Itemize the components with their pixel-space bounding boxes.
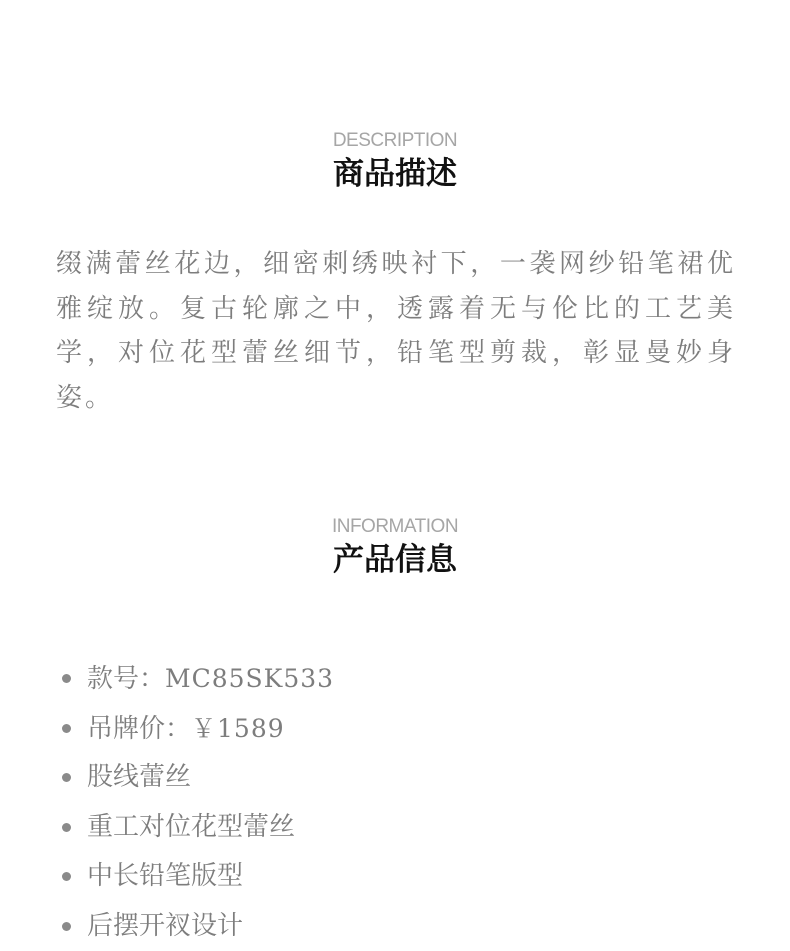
bullet-icon (62, 724, 71, 733)
bullet-icon (62, 773, 71, 782)
info-label: 吊牌价： (87, 714, 191, 744)
info-item-lace (60, 803, 334, 853)
bullet-icon (62, 872, 71, 881)
description-title: 商品描述 (0, 154, 790, 194)
info-value: MC85SK533 (165, 664, 334, 693)
bullet-icon (62, 823, 71, 832)
bullet-icon (62, 922, 71, 931)
info-label: 股线蕾丝 (87, 762, 191, 792)
info-item-style-number (60, 654, 334, 704)
info-label: 后摆开衩设计 (87, 911, 243, 941)
product-info-list (60, 654, 334, 951)
info-item-material (60, 753, 334, 803)
description-header (0, 130, 790, 194)
information-eyebrow: INFORMATION (0, 516, 790, 538)
info-item-slit (60, 902, 334, 951)
info-value: ￥1589 (191, 714, 285, 743)
info-item-silhouette (60, 852, 334, 902)
information-title: 产品信息 (0, 540, 790, 580)
info-label: 重工对位花型蕾丝 (87, 812, 295, 842)
info-label: 款号： (87, 664, 165, 694)
info-label: 中长铅笔版型 (87, 861, 243, 891)
bullet-icon (62, 674, 71, 683)
information-header (0, 516, 790, 580)
info-item-tag-price (60, 704, 334, 754)
description-eyebrow: DESCRIPTION (0, 130, 790, 152)
description-paragraph: 缀满蕾丝花边，细密刺绣映衬下，一袭网纱铅笔裙优雅绽放。复古轮廓之中，透露着无与伦比的工艺美学，对位花型蕾丝细节，铅笔型剪裁，彰显曼妙身姿。 (56, 242, 736, 420)
